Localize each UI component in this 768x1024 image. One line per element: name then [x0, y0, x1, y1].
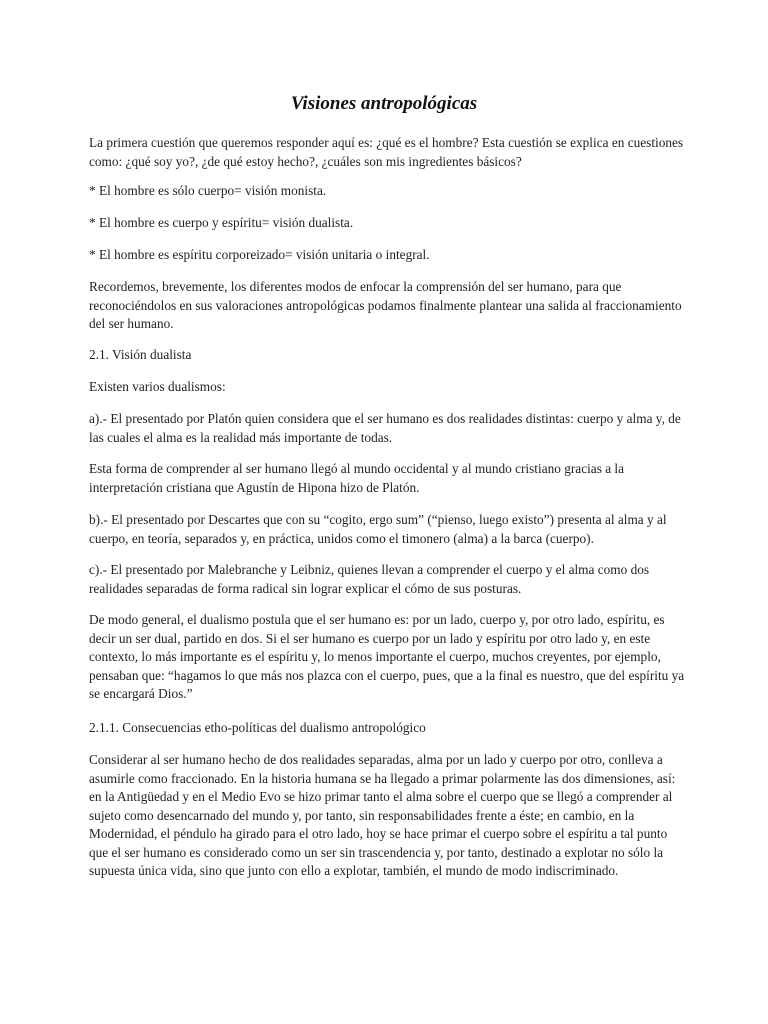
paragraph-consecuencias: Considerar al ser humano hecho de dos realidades separadas, alma por un lado y cuerpo por otro, conlleva a asumirle como fraccionado. En la historia humana se ha llegado a primar polarmente las dos dimensiones, así: en la Antigüedad y en el Medio Evo se hizo primar tanto el alma sobre el cuerpo que se llegó a comprender al sujeto como desencarnado del mundo y, por tanto, sin responsabilidades frente a éste; en cambio, en la Modernidad, el péndulo ha girado para el otro lado, hoy se hace primar el cuerpo sobre el espíritu a tal punto que el ser humano es considerado como un ser sin trascendencia y, por tanto, destinado a explotar no sólo la supuesta única vida, sino que junto con ello a explotar, también, el mundo de modo indiscriminado. — [89, 752, 676, 878]
paragraph-malebranche: c).- El presentado por Malebranche y Leibniz, quienes llevan a comprender el cuerpo y el alma como dos realidades separadas de forma radical sin lograr explicar el cómo de sus posturas. — [89, 562, 650, 596]
paragraph-agustin: Esta forma de comprender al ser humano llegó al mundo occidental y al mundo cristiano gracias a la interpretación cristiana que Agustín de Hipona hizo de Platón. — [89, 461, 625, 495]
paragraph-descartes: b).- El presentado por Descartes que con su “cogito, ergo sum” (“pienso, luego existo”) presenta al alma y al cuerpo, en teoría, separados y, en práctica, unidos como el timonero (alma) a la barca (cuerpo). — [89, 512, 667, 546]
section-heading-2-1: 2.1. Visión dualista — [89, 347, 192, 362]
list-item-integral: * El hombre es espíritu corporeizado= visión unitaria o integral. — [89, 247, 430, 262]
paragraph-dualismos: Existen varios dualismos: — [89, 379, 226, 394]
paragraph-dualismo-general: De modo general, el dualismo postula que el ser humano es: por un lado, cuerpo y, por otro lado, espíritu, es decir un ser dual, partido en dos. Si el ser humano es cuerpo por un lado y espíritu por otro lado y, en este contexto, lo más importante es el espíritu y, lo menos importante el cuerpo, muchos creyentes, por ejemplo, pensaban que: “hagamos lo que más nos plazca con el cuerpo, pues, que a la final es nuestro, que del espíritu ya se encargará Dios.” — [89, 612, 685, 701]
list-item-monista: * El hombre es sólo cuerpo= visión monista. — [89, 183, 327, 198]
paragraph-recordemos: Recordemos, brevemente, los diferentes modos de enfocar la comprensión del ser humano, para que reconociéndolos en sus valoraciones antropológicas podamos finalmente plantear una salida al fraccionamiento del ser humano. — [89, 279, 682, 331]
section-heading-2-1-1: 2.1.1. Consecuencias etho-políticas del dualismo antropológico — [89, 720, 426, 735]
paragraph-platon: a).- El presentado por Platón quien considera que el ser humano es dos realidades distintas: cuerpo y alma y, de las cuales el alma es la realidad más importante de todas. — [89, 411, 681, 445]
document-title: Visiones antropológicas — [290, 93, 478, 114]
paragraph-intro: La primera cuestión que queremos responder aquí es: ¿qué es el hombre? Esta cuestión se explica en cuestiones como: ¿qué soy yo?, ¿de qué estoy hecho?, ¿cuáles son mis ingredientes básicos? — [89, 135, 684, 169]
list-item-dualista: * El hombre es cuerpo y espíritu= visión dualista. — [89, 215, 354, 230]
